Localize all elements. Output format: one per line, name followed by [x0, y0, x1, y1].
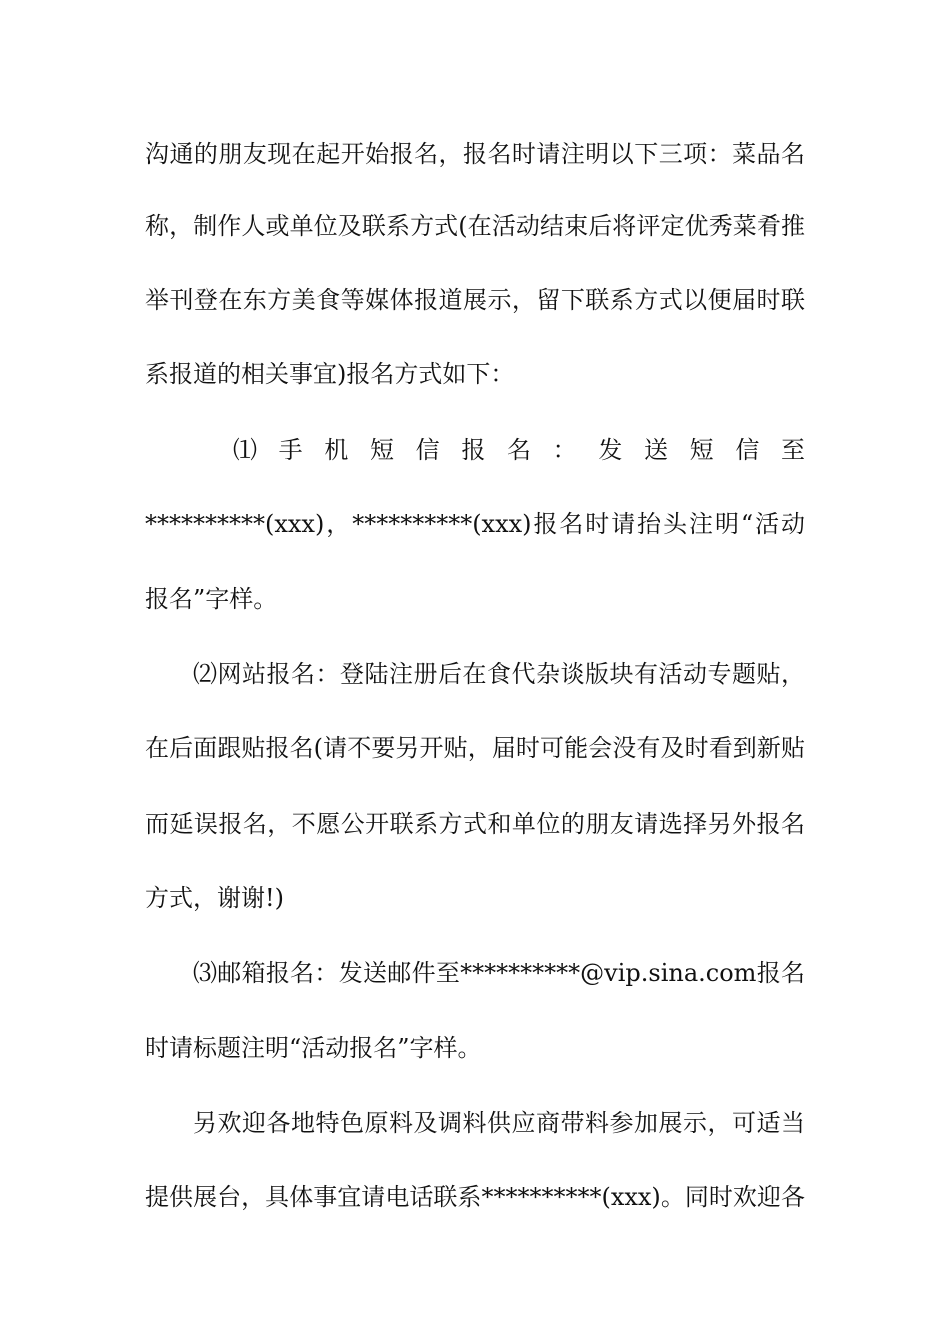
text-line-2: 称，制作人或单位及联系方式(在活动结束后将评定优秀菜肴推	[145, 212, 805, 240]
text-line-12: ⑶邮箱报名：发送邮件至**********@vip.sina.com报名	[193, 959, 805, 987]
text-line-13: 时请标题注明“活动报名”字样。	[145, 1034, 482, 1062]
text-line-8: ⑵网站报名：登陆注册后在食代杂谈版块有活动专题贴，	[193, 660, 805, 688]
text-line-10: 而延误报名，不愿公开联系方式和单位的朋友请选择另外报名	[145, 810, 805, 838]
text-line-5: ⑴ 手 机 短 信 报 名 ： 发 送 短 信 至	[233, 436, 805, 464]
text-line-11: 方式，谢谢!)	[145, 884, 285, 912]
text-line-4: 系报道的相关事宜)报名方式如下：	[145, 360, 515, 388]
text-line-3: 举刊登在东方美食等媒体报道展示，留下联系方式以便届时联	[145, 286, 805, 314]
text-line-6: **********(xxx)，**********(xxx)报名时请抬头注明“活动	[145, 510, 805, 538]
text-line-15: 提供展台，具体事宜请电话联系**********(xxx)。同时欢迎各	[145, 1183, 805, 1211]
text-line-1: 沟通的朋友现在起开始报名，报名时请注明以下三项：菜品名	[145, 140, 805, 168]
text-line-9: 在后面跟贴报名(请不要另开贴，届时可能会没有及时看到新贴	[145, 734, 805, 762]
text-line-14: 另欢迎各地特色原料及调料供应商带料参加展示，可适当	[193, 1109, 805, 1137]
text-line-7: 报名”字样。	[145, 585, 278, 613]
